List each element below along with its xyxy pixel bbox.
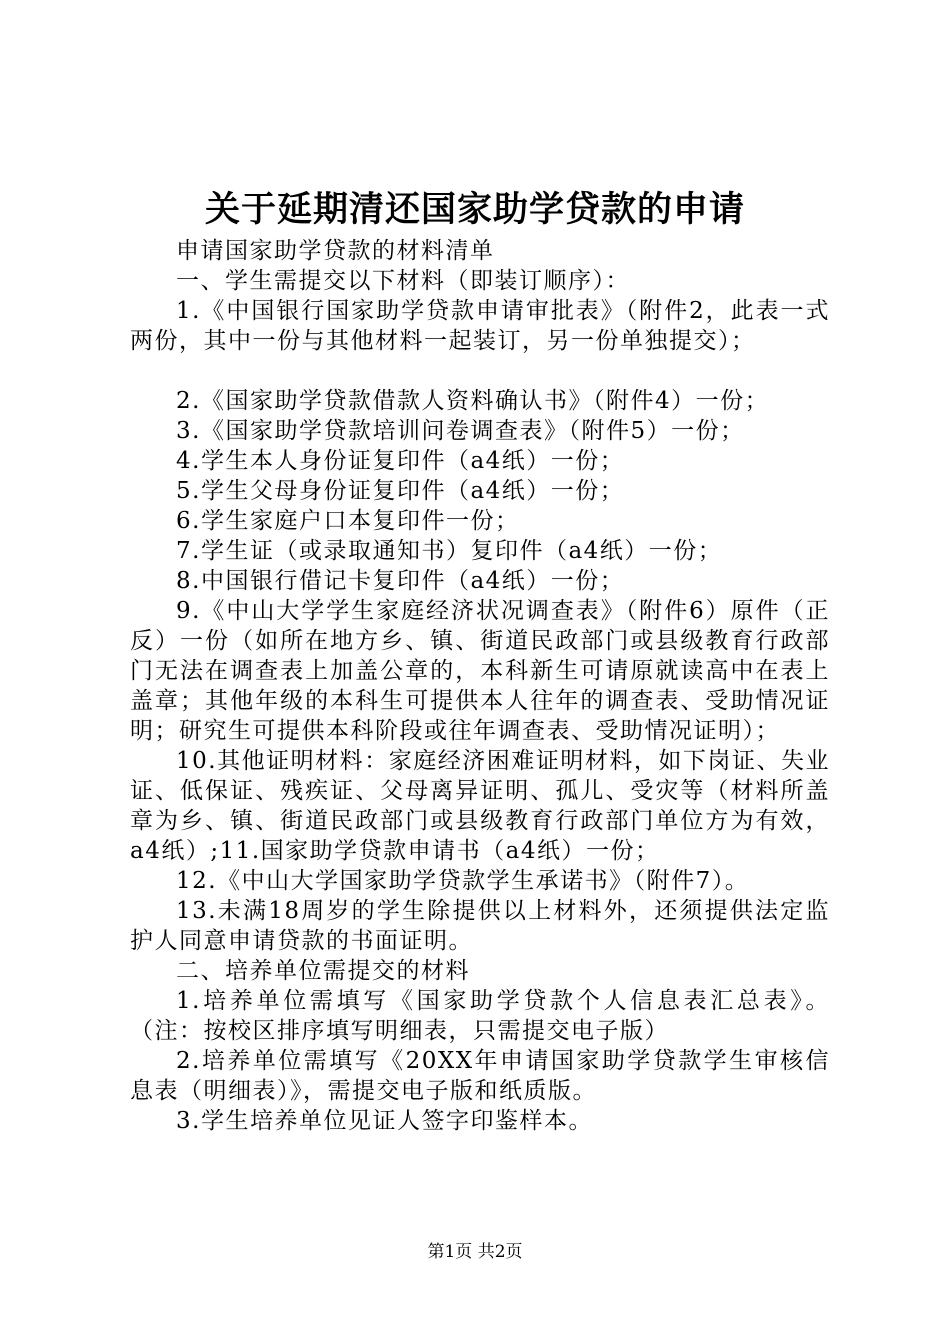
page-number-footer: 第1页 共2页 [427,1242,523,1262]
document-title: 关于延期清还国家助学贷款的申请 [204,189,745,230]
paragraph-item-3: 3.《国家助学贷款培训问卷调查表》（附件5）一份； [176,418,745,444]
paragraph-item-7: 7.学生证（或录取通知书）复印件（a4纸）一份； [176,538,723,564]
paragraph-unit-item-3: 3.学生培养单位见证人签字印鉴样本。 [176,1108,593,1134]
paragraph-item-4: 4.学生本人身份证复印件（a4纸）一份； [176,448,625,474]
paragraph-item-12: 12.《中山大学国家助学贷款学生承诺书》（附件7）。 [176,868,750,894]
document-body [130,236,830,1136]
paragraph-section-one-heading: 一、学生需提交以下材料（即装订顺序）： [176,268,630,294]
paragraph-item-9: 9.《中山大学学生家庭经济状况调查表》（附件6）原件（正反）一份（如所在地方乡、镇、街道民政部门或县级教育行政部门无法在调查表上加盖公章的，本科新生可请原就读高中在表上盖章；其他年级的本科生可提供本人往年的调查表、受助情况证明；研究生可提供本科阶段或往年调查表、受助情况证明）； [130,598,830,744]
paragraph-material-list-heading: 申请国家助学贷款的材料清单 [176,238,495,264]
paragraph-item-6: 6.学生家庭户口本复印件一份； [176,508,520,534]
paragraph-section-two-heading: 二、培养单位需提交的材料 [176,958,470,984]
paragraph-unit-item-2: 2.培养单位需填写《20XX年申请国家助学贷款学生审核信息表（明细表）》，需提交电子版和纸质版。 [130,1048,830,1104]
paragraph-item-2: 2.《国家助学贷款借款人资料确认书》（附件4）一份； [176,388,770,414]
paragraph-item-10: 10.其他证明材料：家庭经济困难证明材料，如下岗证、失业证、低保证、残疾证、父母离异证明、孤儿、受灾等（材料所盖章为乡、镇、街道民政部门或县级教育行政部门单位方为有效，a4纸）;11.国家助学贷款申请书（a4纸）一份； [130,748,830,864]
paragraph-item-13: 13.未满18周岁的学生除提供以上材料外，还须提供法定监护人同意申请贷款的书面证明。 [130,898,830,954]
paragraph-item-8: 8.中国银行借记卡复印件（a4纸）一份； [176,568,625,594]
paragraph-item-5: 5.学生父母身份证复印件（a4纸）一份； [176,478,625,504]
paragraph-unit-item-1: 1.培养单位需填写《国家助学贷款个人信息表汇总表》。（注：按校区排序填写明细表，只需提交电子版） [130,988,830,1044]
paragraph-item-1: 1.《中国银行国家助学贷款申请审批表》（附件2，此表一式两份，其中一份与其他材料一起装订，另一份单独提交）； [130,298,830,354]
